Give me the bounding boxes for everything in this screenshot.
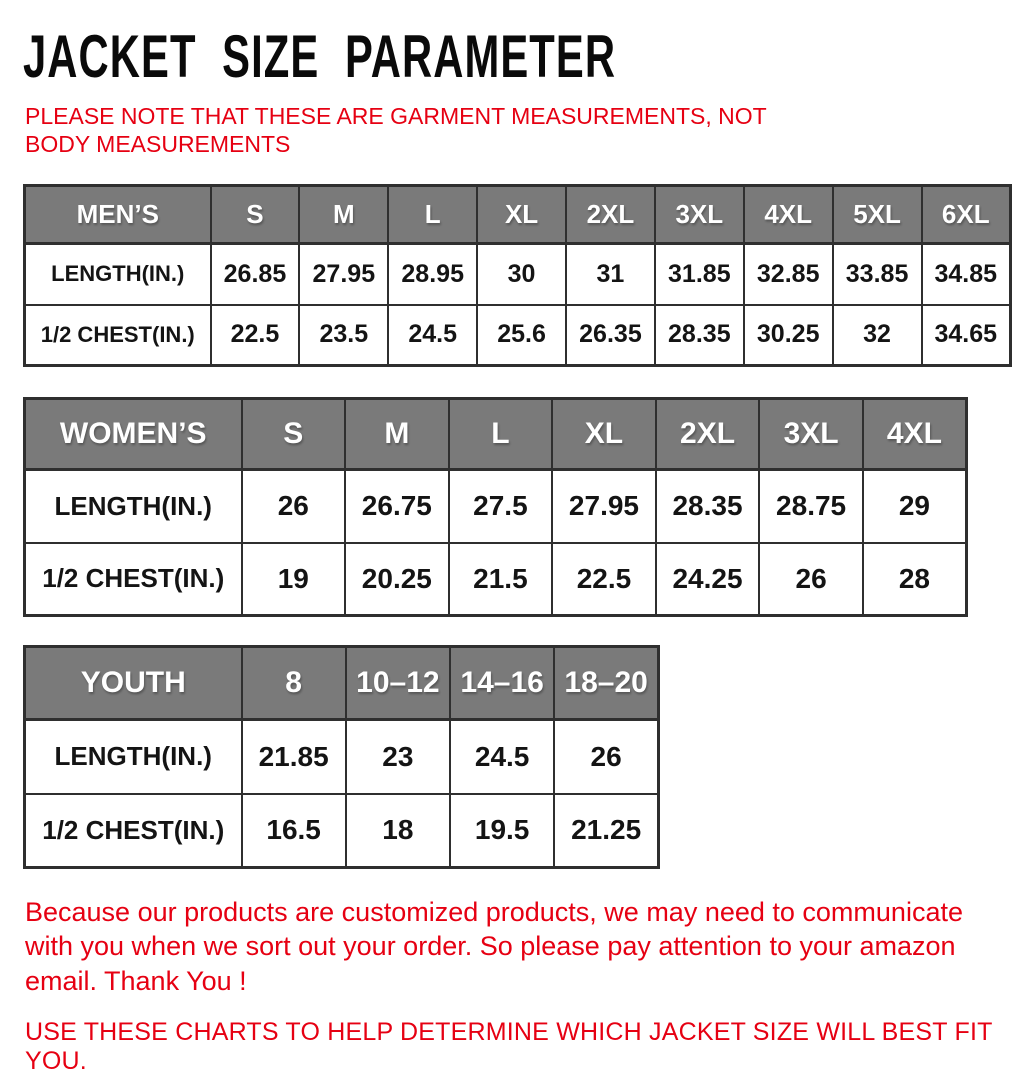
fit-guidance-line: USE THESE CHARTS TO HELP DETERMINE WHICH JACKET SIZE WILL BEST FIT YOU. [25, 1017, 993, 1075]
value-cell: 28 [863, 543, 967, 616]
size-header-cell: 8 [242, 647, 346, 720]
row-label-cell: 1/2 CHEST(IN.) [25, 794, 242, 868]
row-label-cell: 1/2 CHEST(IN.) [25, 543, 242, 616]
mens-table-title-cell: MEN’S [25, 186, 211, 244]
value-cell: 28.35 [655, 305, 744, 366]
size-header-cell: S [242, 399, 346, 470]
table-row [25, 794, 659, 868]
value-cell: 30 [477, 244, 566, 305]
row-label-cell: LENGTH(IN.) [25, 470, 242, 543]
youth-size-table [23, 645, 660, 869]
value-cell: 26 [242, 470, 346, 543]
value-cell: 31.85 [655, 244, 744, 305]
value-cell: 26 [759, 543, 863, 616]
value-cell: 31 [566, 244, 655, 305]
value-cell: 27.5 [449, 470, 553, 543]
womens-header-row [25, 399, 967, 470]
page-title-text: JACKET SIZE PARAMETER [23, 23, 617, 91]
value-cell: 30.25 [744, 305, 833, 366]
value-cell: 21.85 [242, 720, 346, 794]
value-cell: 34.85 [922, 244, 1011, 305]
size-header-cell: 3XL [655, 186, 744, 244]
womens-size-table [23, 397, 968, 617]
row-label-cell: LENGTH(IN.) [25, 244, 211, 305]
womens-table-title-cell: WOMEN’S [25, 399, 242, 470]
size-header-cell: XL [477, 186, 566, 244]
table-row [25, 543, 967, 616]
value-cell: 27.95 [299, 244, 388, 305]
value-cell: 27.95 [552, 470, 656, 543]
value-cell: 22.5 [552, 543, 656, 616]
value-cell: 26.75 [345, 470, 449, 543]
page-title [23, 22, 1012, 91]
value-cell: 26 [554, 720, 658, 794]
value-cell: 20.25 [345, 543, 449, 616]
customization-contact-notice: Because our products are customized products, we may need to communicate with you when we sort out your order. So please pay attention to your amazon email. Thank You ! [25, 897, 963, 996]
size-header-cell: 3XL [759, 399, 863, 470]
size-header-cell: 6XL [922, 186, 1011, 244]
value-cell: 25.6 [477, 305, 566, 366]
mens-header-row [25, 186, 1011, 244]
size-header-cell: M [299, 186, 388, 244]
value-cell: 28.95 [388, 244, 477, 305]
value-cell: 26.35 [566, 305, 655, 366]
value-cell: 24.5 [450, 720, 554, 794]
row-label-cell: 1/2 CHEST(IN.) [25, 305, 211, 366]
value-cell: 34.65 [922, 305, 1011, 366]
size-header-cell: M [345, 399, 449, 470]
table-row [25, 305, 1011, 366]
table-row [25, 244, 1011, 305]
value-cell: 28.75 [759, 470, 863, 543]
size-header-cell: L [449, 399, 553, 470]
size-header-cell: 2XL [656, 399, 760, 470]
mens-size-table [23, 184, 1012, 367]
value-cell: 18 [346, 794, 450, 868]
value-cell: 23.5 [299, 305, 388, 366]
youth-header-row [25, 647, 659, 720]
row-label-cell: LENGTH(IN.) [25, 720, 242, 794]
size-header-cell: 5XL [833, 186, 922, 244]
value-cell: 16.5 [242, 794, 346, 868]
size-header-cell: 4XL [863, 399, 967, 470]
value-cell: 29 [863, 470, 967, 543]
size-header-cell: S [211, 186, 300, 244]
value-cell: 24.25 [656, 543, 760, 616]
value-cell: 21.25 [554, 794, 658, 868]
size-header-cell: 10–12 [346, 647, 450, 720]
size-header-cell: 14–16 [450, 647, 554, 720]
value-cell: 33.85 [833, 244, 922, 305]
table-row [25, 470, 967, 543]
value-cell: 28.35 [656, 470, 760, 543]
value-cell: 26.85 [211, 244, 300, 305]
value-cell: 22.5 [211, 305, 300, 366]
size-header-cell: 18–20 [554, 647, 658, 720]
size-header-cell: L [388, 186, 477, 244]
size-header-cell: XL [552, 399, 656, 470]
value-cell: 19 [242, 543, 346, 616]
value-cell: 19.5 [450, 794, 554, 868]
size-header-cell: 2XL [566, 186, 655, 244]
table-row [25, 720, 659, 794]
value-cell: 24.5 [388, 305, 477, 366]
garment-measurement-note: PLEASE NOTE THAT THESE ARE GARMENT MEASUREMENTS, NOT BODY MEASUREMENTS [25, 103, 767, 158]
value-cell: 32.85 [744, 244, 833, 305]
value-cell: 32 [833, 305, 922, 366]
size-header-cell: 4XL [744, 186, 833, 244]
youth-table-title-cell: YOUTH [25, 647, 242, 720]
value-cell: 21.5 [449, 543, 553, 616]
value-cell: 23 [346, 720, 450, 794]
